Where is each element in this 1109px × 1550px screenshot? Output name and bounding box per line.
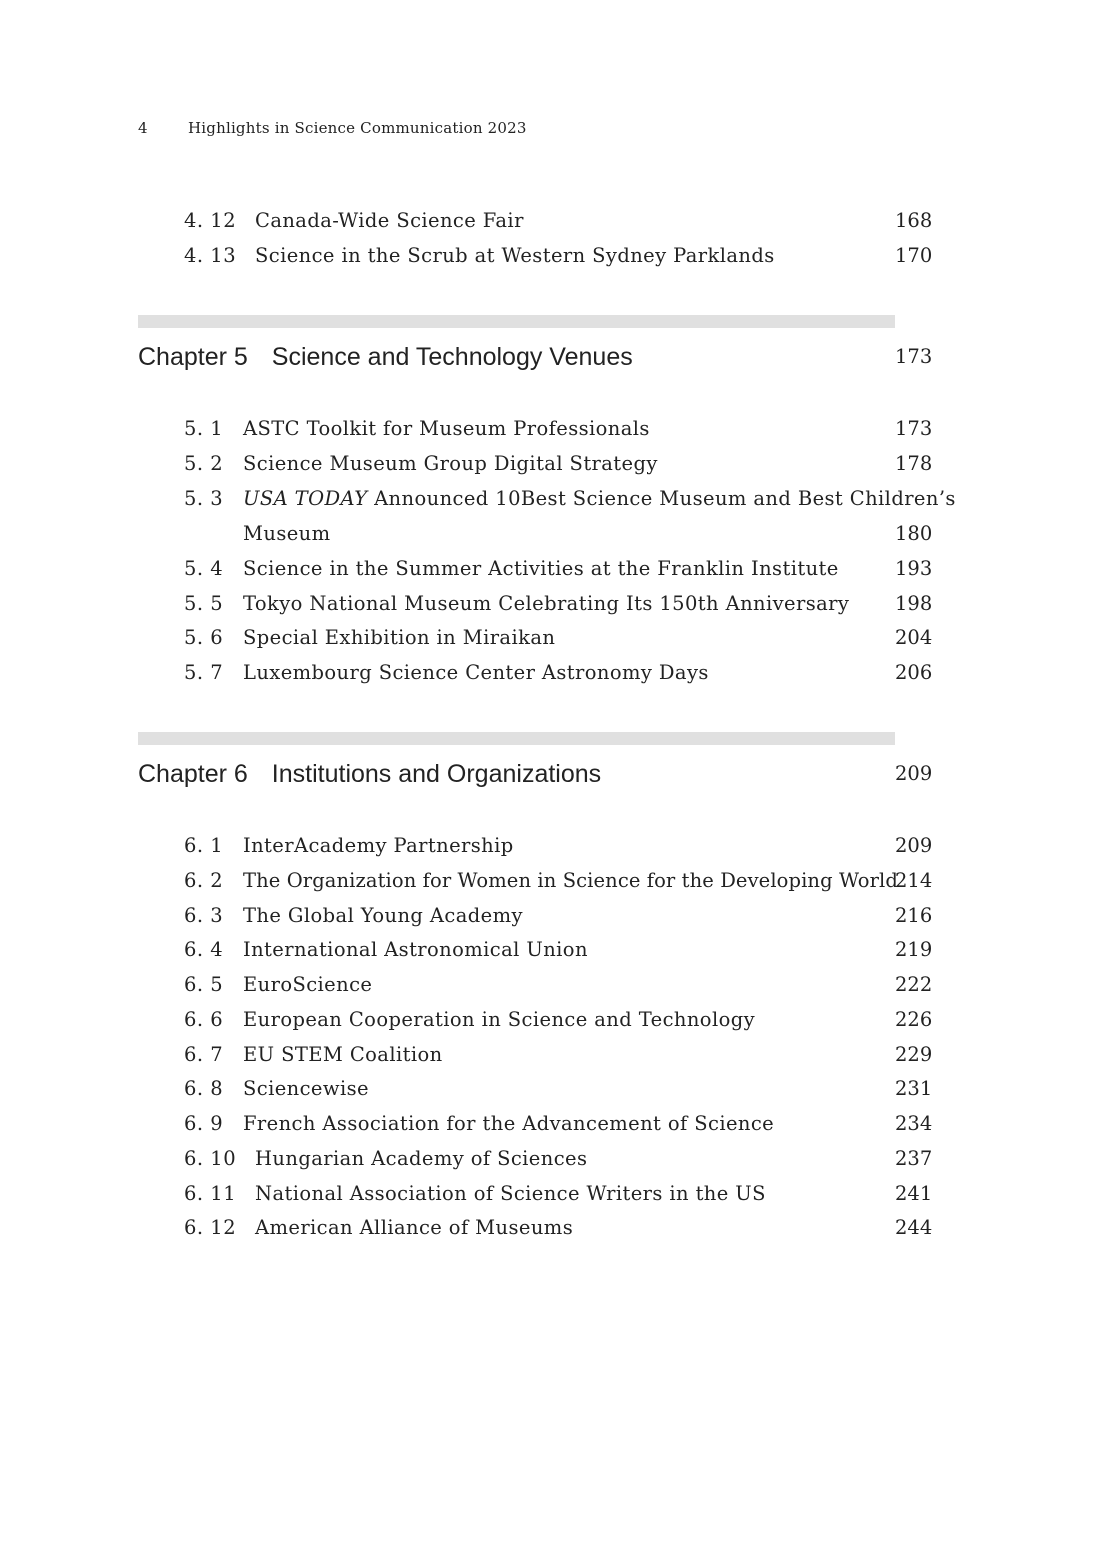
toc-entry-title-italic: USA TODAY [243,487,368,510]
toc-entry-number: 6. 7 [184,1043,224,1066]
toc-entry-title-rest: Announced 10Best Science Museum and Best Children’s [367,487,956,510]
chapter-5-heading[interactable] [138,340,633,374]
toc-entry-page: 209 [895,834,933,857]
chapter-6-label: Chapter 6 [138,760,248,788]
toc-entry-title [243,484,956,514]
chapter-6-divider-bar [138,732,895,745]
toc-entry-page: 214 [895,869,933,892]
chapter-6-page: 209 [895,762,933,785]
toc-entry-title: Canada-Wide Science Fair [255,209,524,232]
toc-entry-page: 168 [895,209,933,232]
toc-entry-title: Hungarian Academy of Sciences [255,1147,588,1170]
toc-entry-page: 198 [895,592,933,615]
running-head-page-number: 4 [138,119,148,137]
toc-entry-title: Science in the Scrub at Western Sydney Parklands [255,244,775,267]
toc-entry-number: 6. 1 [184,834,224,857]
toc-entry-page: 241 [895,1182,933,1205]
toc-entry-title: Science in the Summer Activities at the Franklin Institute [243,557,839,580]
toc-entry-title: EU STEM Coalition [243,1043,443,1066]
toc-entry-number: 5. 2 [184,452,224,475]
running-head-book-title: Highlights in Science Communication 2023 [188,119,527,137]
toc-entry-page: 244 [895,1216,933,1239]
toc-entry-number: 6. 12 [184,1216,237,1239]
toc-entry-number: 6. 9 [184,1112,224,1135]
toc-entry-number: 6. 8 [184,1077,224,1100]
toc-entry-number: 6. 4 [184,938,224,961]
toc-entry-title: ASTC Toolkit for Museum Professionals [243,417,650,440]
toc-entry-title: National Association of Science Writers in the US [255,1182,766,1205]
toc-entry-page: 229 [895,1043,933,1066]
toc-entry-number: 5. 4 [184,557,224,580]
toc-entry-number: 6. 10 [184,1147,237,1170]
toc-entry-title: Science Museum Group Digital Strategy [243,452,658,475]
toc-entry-title: The Organization for Women in Science for the Developing World [243,869,898,892]
toc-entry-title: International Astronomical Union [243,938,588,961]
toc-entry-page: 231 [895,1077,933,1100]
toc-entry-title: InterAcademy Partnership [243,834,514,857]
toc-entry-page: 170 [895,244,933,267]
toc-entry-number: 6. 5 [184,973,224,996]
toc-entry-title: The Global Young Academy [243,904,523,927]
toc-entry-number: 5. 5 [184,592,224,615]
toc-entry-number: 6. 2 [184,869,224,892]
chapter-5-divider-bar [138,315,895,328]
chapter-5-label: Chapter 5 [138,343,248,371]
toc-entry-page: 178 [895,452,933,475]
toc-entry-number: 6. 11 [184,1182,237,1205]
running-head [138,119,527,137]
toc-entry-title: Tokyo National Museum Celebrating Its 150th Anniversary [243,592,850,615]
toc-entry-page: 234 [895,1112,933,1135]
toc-entry-page: 222 [895,973,933,996]
toc-entry-title: EuroScience [243,973,373,996]
toc-entry-number: 5. 1 [184,417,224,440]
toc-entry-page: 216 [895,904,933,927]
chapter-5-title: Science and Technology Venues [271,343,633,371]
toc-entry-page: 206 [895,661,933,684]
toc-entry-title: European Cooperation in Science and Technology [243,1008,756,1031]
toc-entry-title: Luxembourg Science Center Astronomy Days [243,661,709,684]
chapter-5-page: 173 [895,345,933,368]
toc-entry-title: American Alliance of Museums [255,1216,574,1239]
chapter-6-title: Institutions and Organizations [271,760,602,788]
toc-entry-page: 219 [895,938,933,961]
toc-entry-page: 237 [895,1147,933,1170]
toc-entry-title: French Association for the Advancement of Science [243,1112,775,1135]
toc-entry-page: 226 [895,1008,933,1031]
toc-entry-title: Sciencewise [243,1077,369,1100]
toc-entry-number: 5. 3 [184,487,224,510]
toc-entry-number: 6. 6 [184,1008,224,1031]
toc-entry-page: 204 [895,626,933,649]
toc-entry-number: 4. 12 [184,209,237,232]
toc-entry-number: 4. 13 [184,244,237,267]
toc-entry-title-continuation: Museum [243,522,331,545]
toc-entry-page: 193 [895,557,933,580]
toc-entry-page: 180 [895,522,933,545]
toc-entry-page: 173 [895,417,933,440]
toc-entry-number: 6. 3 [184,904,224,927]
toc-entry-number: 5. 6 [184,626,224,649]
toc-entry-title: Special Exhibition in Miraikan [243,626,556,649]
toc-entry-number: 5. 7 [184,661,224,684]
chapter-6-heading[interactable] [138,757,601,791]
